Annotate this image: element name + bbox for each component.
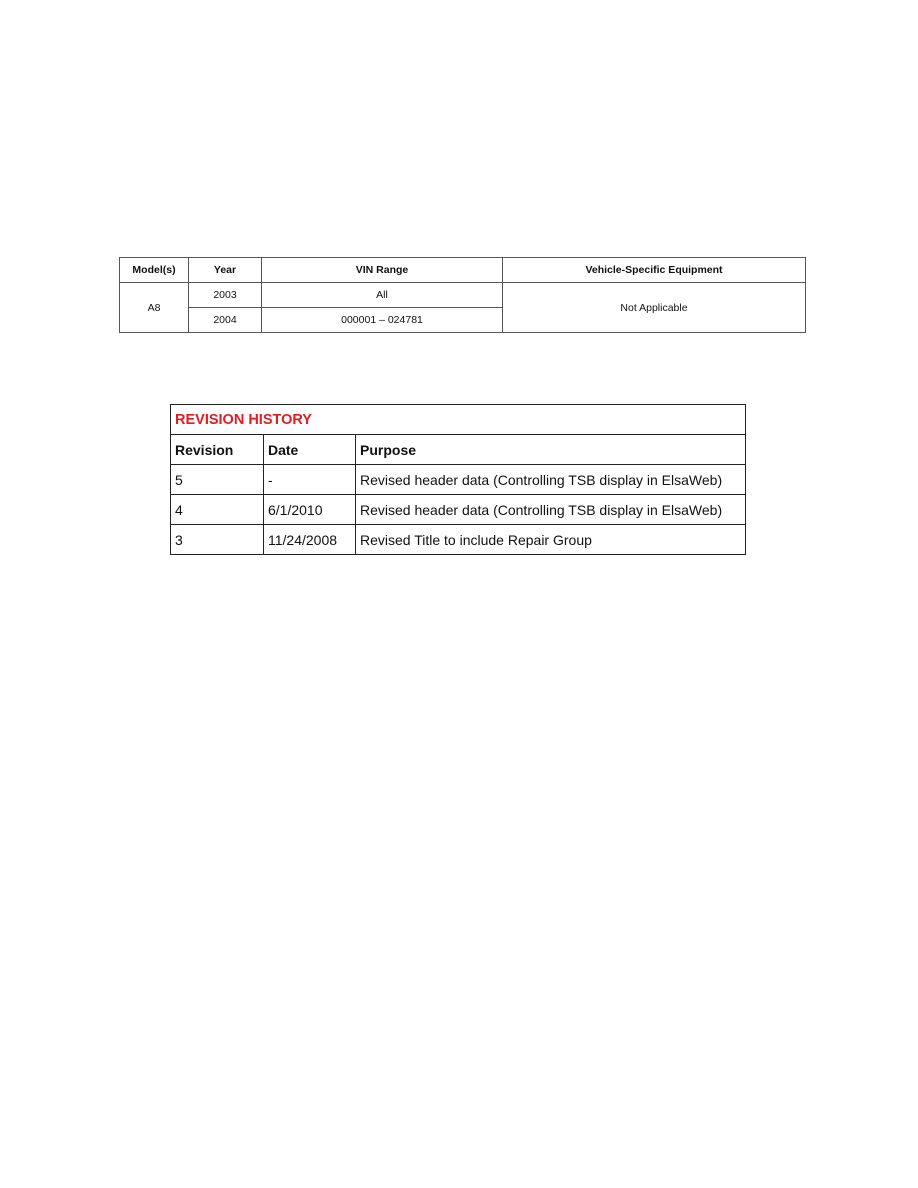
equipment-cell: Not Applicable: [503, 283, 806, 333]
models-header: Model(s): [120, 258, 189, 283]
revision-cell: 4: [171, 495, 264, 525]
date-header: Date: [264, 435, 356, 465]
model-cell: A8: [120, 283, 189, 333]
purpose-cell: Revised header data (Controlling TSB display in ElsaWeb): [356, 465, 746, 495]
purpose-cell: Revised Title to include Repair Group: [356, 525, 746, 555]
vin-range-cell: All: [262, 283, 503, 308]
revision-cell: 5: [171, 465, 264, 495]
vehicle-table-header-row: [120, 258, 806, 283]
purpose-header: Purpose: [356, 435, 746, 465]
revision-header: Revision: [171, 435, 264, 465]
equipment-header: Vehicle-Specific Equipment: [503, 258, 806, 283]
date-cell: 11/24/2008: [264, 525, 356, 555]
revision-cell: 3: [171, 525, 264, 555]
date-cell: 6/1/2010: [264, 495, 356, 525]
revision-header-row: [171, 435, 746, 465]
revision-history-title: REVISION HISTORY: [171, 405, 746, 435]
year-header: Year: [189, 258, 262, 283]
vin-range-cell: 000001 – 024781: [262, 308, 503, 333]
vin-range-header: VIN Range: [262, 258, 503, 283]
vehicle-table: [119, 257, 806, 333]
year-cell: 2003: [189, 283, 262, 308]
year-cell: 2004: [189, 308, 262, 333]
date-cell: -: [264, 465, 356, 495]
purpose-cell: Revised header data (Controlling TSB display in ElsaWeb): [356, 495, 746, 525]
revision-title-row: [171, 405, 746, 435]
revision-row: [171, 465, 746, 495]
revision-row: [171, 525, 746, 555]
revision-history-table: [170, 404, 746, 555]
vehicle-table-row: [120, 283, 806, 308]
revision-row: [171, 495, 746, 525]
